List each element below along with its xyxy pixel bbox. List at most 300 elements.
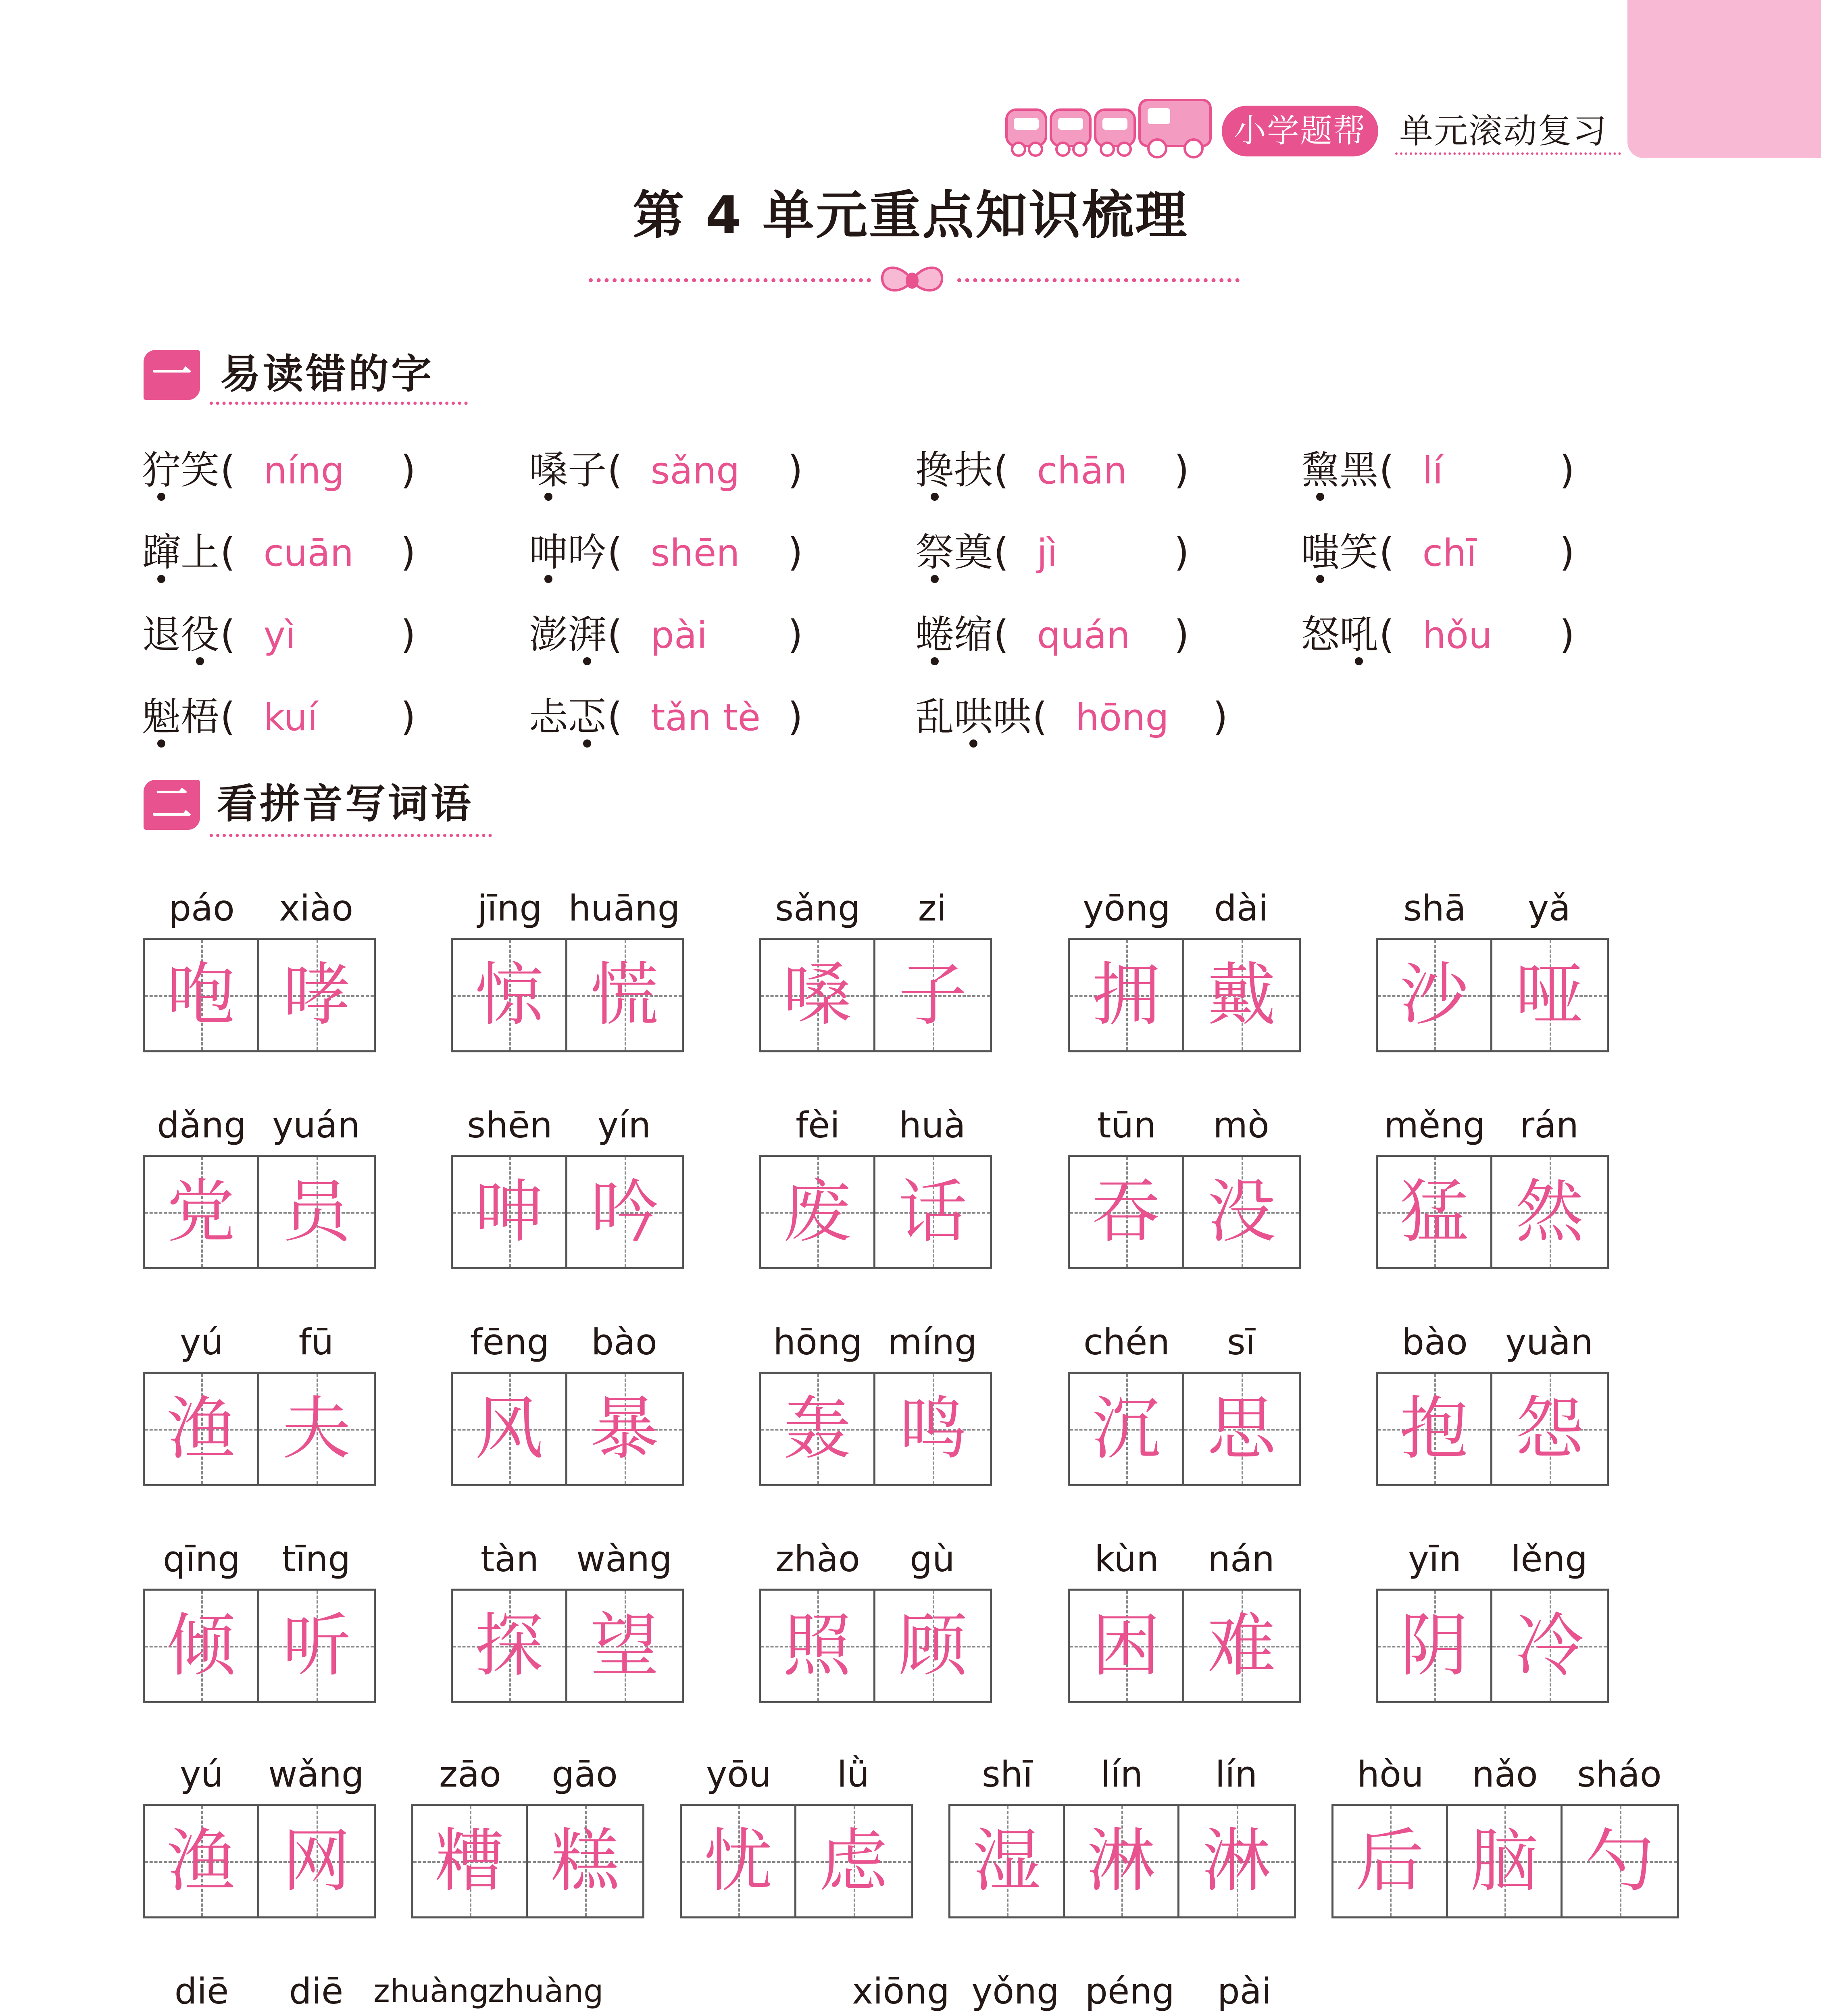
word-item: [143, 1533, 376, 1706]
pinyin-syllable: jīng: [477, 887, 542, 929]
answer-char: 冷: [1515, 1606, 1584, 1686]
tianzige-boxes: [759, 1155, 992, 1269]
pinyin-answer: pài: [650, 614, 707, 657]
char-cell: [950, 1806, 1065, 1916]
emphasis-dot: [583, 657, 591, 665]
answer-char: 哑: [1515, 955, 1584, 1035]
word-item: [451, 1533, 684, 1706]
pinyin-syllable: bào: [591, 1321, 657, 1363]
char-cell: [875, 940, 990, 1050]
item-word: 退役: [142, 606, 219, 663]
char-cell: [1492, 940, 1607, 1050]
pinyin-syllable: nǎo: [1472, 1754, 1538, 1795]
answer-char: 党: [167, 1172, 235, 1252]
answer-char: 呻: [475, 1172, 544, 1252]
char-cell: [1492, 1591, 1607, 1701]
pinyin-row: [1376, 1533, 1605, 1589]
pinyin-syllable: zhào: [775, 1538, 860, 1580]
pinyin-item: [1301, 442, 1575, 499]
close-paren: ): [1174, 612, 1189, 657]
tianzige-boxes: [1331, 1804, 1679, 1918]
answer-char: 糕: [550, 1821, 619, 1901]
answer-char: 脑: [1470, 1821, 1539, 1901]
page-title: 第 4 单元重点知识梳理: [632, 185, 1189, 246]
open-paren: (: [1379, 448, 1394, 493]
answer-char: 抱: [1400, 1389, 1469, 1469]
pinyin-syllable: xiōng: [852, 1970, 950, 2012]
pinyin-syllable: wǎng: [268, 1754, 364, 1795]
char-cell: [1184, 1591, 1299, 1701]
char-cell: [567, 1591, 682, 1701]
char-cell: [1378, 1157, 1492, 1267]
answer-char: 虑: [819, 1821, 888, 1901]
char-cell: [1184, 1374, 1299, 1484]
close-paren: ): [400, 448, 416, 493]
char-cell: [1070, 1374, 1184, 1484]
pinyin-row: [759, 1099, 988, 1156]
pinyin-item: [142, 689, 416, 746]
item-word: 蹿上: [142, 524, 219, 581]
tianzige-boxes: [143, 1589, 376, 1703]
pinyin-syllable: bào: [1402, 1321, 1468, 1363]
tianzige-boxes: [1376, 938, 1609, 1052]
item-word: 搀扶: [915, 442, 993, 498]
open-paren: (: [1379, 612, 1394, 657]
pinyin-syllable: shēn: [467, 1104, 552, 1146]
open-paren: (: [607, 530, 623, 575]
pinyin-item: [529, 606, 803, 664]
tianzige-boxes: [1068, 1372, 1301, 1486]
char-cell: [875, 1157, 990, 1267]
pinyin-syllable: diē: [289, 1970, 344, 2012]
char-cell: [145, 1374, 259, 1484]
answer-char: 吟: [590, 1172, 659, 1252]
pinyin-item: [142, 606, 416, 664]
char-cell: [875, 1374, 990, 1484]
emphasis-dot: [157, 739, 165, 748]
pinyin-row: [1376, 1099, 1605, 1156]
open-paren: (: [220, 612, 235, 657]
char-cell: [145, 1591, 259, 1701]
close-paren: ): [1559, 530, 1575, 575]
item-word: 忐忑: [529, 689, 606, 745]
pinyin-answer: sǎng: [650, 449, 740, 492]
answer-char: 渔: [167, 1389, 235, 1469]
brand-badge: 小学题帮: [1222, 106, 1378, 156]
pinyin-row: [451, 882, 680, 939]
char-cell: [567, 1157, 682, 1267]
answer-char: 勺: [1585, 1821, 1654, 1901]
item-word: 嗤笑: [1301, 524, 1378, 581]
open-paren: (: [607, 694, 623, 739]
corner-tab: [1627, 0, 1821, 158]
word-item: [143, 1099, 376, 1272]
close-paren: ): [1174, 530, 1189, 575]
word-item: [1376, 882, 1609, 1056]
emphasis-dot: [196, 657, 204, 665]
pinyin-syllable: fū: [298, 1321, 334, 1363]
word-item: [759, 1533, 992, 1706]
answer-char: 探: [475, 1606, 544, 1686]
item-word: 魁梧: [142, 689, 219, 745]
pinyin-answer: yì: [263, 614, 296, 657]
answer-char: 咆: [167, 955, 235, 1035]
pinyin-answer: níng: [263, 449, 345, 492]
pinyin-answer: hōng: [1075, 696, 1169, 739]
pinyin-row: [143, 1316, 372, 1372]
answer-char: 惊: [475, 955, 544, 1035]
close-paren: ): [788, 612, 803, 657]
open-paren: (: [1032, 694, 1048, 739]
answer-char: 湿: [972, 1821, 1041, 1901]
section1-badge: 一: [144, 350, 200, 400]
pinyin-syllable: lín: [1100, 1754, 1143, 1795]
item-word: 怒吼: [1301, 606, 1378, 663]
word-item: [1068, 1099, 1301, 1272]
word-item: [1376, 1316, 1609, 1489]
pinyin-syllable: kùn: [1094, 1538, 1159, 1580]
pinyin-syllable: zāo: [439, 1754, 501, 1795]
answer-char: 沙: [1400, 955, 1469, 1035]
pinyin-syllable: mò: [1213, 1104, 1269, 1146]
answer-char: 糟: [435, 1821, 504, 1901]
pinyin-syllable: dǎng: [157, 1104, 246, 1146]
answer-char: 然: [1515, 1172, 1584, 1252]
pinyin-syllable: rán: [1520, 1104, 1579, 1146]
pinyin-row: [759, 1316, 988, 1372]
char-cell: [259, 1374, 374, 1484]
pinyin-row: [1331, 1748, 1675, 1805]
char-cell: [413, 1806, 528, 1916]
tianzige-boxes: [143, 1372, 376, 1486]
open-paren: (: [220, 694, 235, 739]
answer-char: 听: [282, 1606, 351, 1686]
answer-char: 夫: [282, 1389, 351, 1469]
char-cell: [567, 1374, 682, 1484]
char-cell: [259, 1591, 374, 1701]
pinyin-syllable: míng: [888, 1321, 977, 1363]
char-cell: [1492, 1157, 1607, 1267]
bow-icon: [879, 261, 945, 300]
tianzige-boxes: [759, 938, 992, 1052]
pinyin-row: [411, 1748, 640, 1805]
char-cell: [1179, 1806, 1294, 1916]
header-subtitle: 单元滚动复习: [1399, 111, 1608, 151]
pinyin-answer: shēn: [650, 531, 740, 575]
pinyin-syllable: zhuàng: [373, 1973, 489, 2010]
answer-char: 难: [1207, 1606, 1276, 1686]
word-item: [451, 1099, 684, 1272]
answer-char: 拥: [1092, 955, 1161, 1035]
pinyin-syllable: yīn: [1408, 1538, 1462, 1580]
pinyin-syllable: lǜ: [837, 1754, 870, 1795]
answer-char: 后: [1355, 1821, 1424, 1901]
emphasis-dot: [1316, 493, 1324, 501]
pinyin-item: [1301, 606, 1575, 664]
section2-badge: 二: [144, 780, 200, 830]
pinyin-answer: cuān: [263, 531, 354, 575]
word-item: [143, 882, 376, 1056]
pinyin-row: [143, 1533, 372, 1589]
open-paren: (: [220, 448, 235, 493]
tianzige-boxes: [759, 1372, 992, 1486]
open-paren: (: [994, 448, 1009, 493]
word-item: [411, 1748, 644, 1922]
char-cell: [1448, 1806, 1563, 1916]
pinyin-syllable: gù: [910, 1538, 955, 1580]
emphasis-dot: [969, 739, 977, 748]
pinyin-syllable: diē: [174, 1970, 229, 2012]
word-item: [759, 1316, 992, 1489]
pinyin-syllable: hōng: [773, 1321, 863, 1363]
char-cell: [145, 1806, 259, 1916]
tianzige-boxes: [1068, 1589, 1301, 1703]
char-cell: [761, 940, 875, 1050]
answer-char: 慌: [590, 955, 659, 1035]
answer-char: 网: [282, 1821, 351, 1901]
char-cell: [259, 1157, 374, 1267]
answer-char: 淋: [1087, 1821, 1156, 1901]
section2-title: 看拼音写词语: [217, 780, 473, 827]
pinyin-item: [915, 442, 1189, 499]
item-word: 蜷缩: [915, 606, 993, 663]
tianzige-boxes: [1068, 938, 1301, 1052]
close-paren: ): [400, 530, 416, 575]
close-paren: ): [1174, 448, 1189, 493]
char-cell: [1333, 1806, 1448, 1916]
pinyin-syllable: fēng: [470, 1321, 550, 1363]
answer-char: 倾: [167, 1606, 235, 1686]
pinyin-row: [143, 1099, 372, 1156]
pinyin-syllable: chén: [1083, 1321, 1170, 1363]
tianzige-boxes: [143, 938, 376, 1052]
answer-char: 没: [1207, 1172, 1276, 1252]
close-paren: ): [1559, 612, 1575, 657]
pinyin-item: [529, 689, 803, 746]
pinyin-row: [842, 1965, 1300, 2016]
pinyin-syllable: pài: [1217, 1970, 1272, 2012]
emphasis-dot: [931, 493, 939, 501]
answer-char: 望: [590, 1606, 659, 1686]
char-cell: [259, 940, 374, 1050]
pinyin-item: [1301, 524, 1575, 581]
char-cell: [1184, 940, 1299, 1050]
pinyin-row: [759, 882, 988, 939]
pinyin-row: [451, 1099, 680, 1156]
pinyin-answer: quán: [1037, 614, 1130, 657]
char-cell: [761, 1157, 875, 1267]
char-cell: [1563, 1806, 1677, 1916]
pinyin-item: [529, 524, 803, 581]
item-word: 狞笑: [142, 442, 219, 498]
char-cell: [453, 1374, 567, 1484]
tianzige-boxes: [451, 1372, 684, 1486]
char-cell: [145, 1157, 259, 1267]
pinyin-syllable: tūn: [1097, 1104, 1156, 1146]
answer-char: 困: [1092, 1606, 1161, 1686]
pinyin-syllable: shī: [981, 1754, 1033, 1795]
open-paren: (: [220, 530, 235, 575]
pinyin-item: [915, 524, 1189, 581]
pinyin-item: [142, 442, 416, 499]
char-cell: [453, 1591, 567, 1701]
open-paren: (: [607, 448, 623, 493]
pinyin-syllable: wàng: [576, 1538, 672, 1580]
pinyin-row: [1068, 1533, 1297, 1589]
pinyin-syllable: yú: [180, 1754, 223, 1795]
item-word: 祭奠: [915, 524, 993, 581]
pinyin-syllable: fèi: [796, 1104, 840, 1146]
pinyin-row: [1376, 1316, 1605, 1372]
pinyin-syllable: páo: [169, 887, 235, 929]
tianzige-boxes: [451, 1155, 684, 1269]
char-cell: [145, 940, 259, 1050]
pinyin-item: [915, 689, 1228, 746]
answer-char: 猛: [1400, 1172, 1469, 1252]
emphasis-dot: [544, 493, 552, 501]
word-item: [759, 1099, 992, 1272]
char-cell: [875, 1591, 990, 1701]
answer-char: 怨: [1515, 1389, 1584, 1469]
close-paren: ): [1559, 448, 1575, 493]
emphasis-dot: [583, 739, 591, 748]
open-paren: (: [994, 530, 1009, 575]
pinyin-syllable: yuàn: [1505, 1321, 1593, 1363]
word-item: [451, 1316, 684, 1489]
pinyin-syllable: yǒng: [971, 1970, 1059, 2012]
close-paren: ): [788, 448, 803, 493]
pinyin-syllable: shā: [1403, 887, 1466, 929]
emphasis-dot: [157, 575, 165, 583]
pinyin-syllable: tàn: [480, 1538, 539, 1580]
tianzige-boxes: [451, 1589, 684, 1703]
tianzige-boxes: [1376, 1372, 1609, 1486]
pinyin-row: [143, 882, 372, 939]
char-cell: [567, 940, 682, 1050]
pinyin-row: [1068, 1316, 1297, 1372]
char-cell: [453, 940, 567, 1050]
open-paren: (: [1379, 530, 1394, 575]
answer-char: 阴: [1400, 1606, 1469, 1686]
pinyin-syllable: sǎng: [775, 887, 860, 929]
item-word: 澎湃: [529, 606, 606, 663]
char-cell: [1065, 1806, 1179, 1916]
pinyin-answer: chī: [1422, 531, 1477, 575]
char-cell: [528, 1806, 642, 1916]
pinyin-item: [915, 606, 1189, 664]
emphasis-dot: [931, 575, 939, 583]
title-dots-right: [957, 278, 1240, 282]
pinyin-syllable: měng: [1384, 1104, 1486, 1146]
pinyin-syllable: dài: [1214, 887, 1269, 929]
char-cell: [682, 1806, 796, 1916]
emphasis-dot: [1316, 575, 1324, 583]
pinyin-syllable: sháo: [1577, 1754, 1662, 1795]
pinyin-syllable: qīng: [163, 1538, 240, 1580]
tianzige-boxes: [759, 1589, 992, 1703]
section1-title: 易读错的字: [220, 350, 434, 398]
emphasis-dot: [544, 575, 552, 583]
answer-char: 忧: [704, 1821, 773, 1901]
answer-char: 鸣: [898, 1389, 967, 1469]
open-paren: (: [607, 612, 623, 657]
pinyin-syllable: yǎ: [1527, 887, 1571, 929]
pinyin-answer: tǎn tè: [650, 696, 761, 739]
char-cell: [1378, 1591, 1492, 1701]
pinyin-row: [143, 1748, 372, 1805]
pinyin-item: [142, 524, 416, 581]
word-item: [948, 1748, 1296, 1922]
pinyin-syllable: yín: [597, 1104, 651, 1146]
close-paren: ): [788, 694, 803, 739]
item-word: 嗓子: [529, 442, 606, 498]
char-cell: [1070, 1591, 1184, 1701]
pinyin-syllable: yōu: [706, 1754, 771, 1795]
pinyin-row: [759, 1533, 988, 1589]
word-item: [759, 882, 992, 1056]
char-cell: [761, 1374, 875, 1484]
char-cell: [453, 1157, 567, 1267]
pinyin-syllable: nán: [1208, 1538, 1275, 1580]
pinyin-answer: lí: [1422, 449, 1443, 492]
answer-char: 渔: [167, 1821, 235, 1901]
pinyin-syllable: huāng: [568, 887, 680, 929]
close-paren: ): [400, 694, 416, 739]
word-item: [1376, 1099, 1609, 1272]
pinyin-row: [143, 1965, 604, 2016]
word-item: [143, 1316, 376, 1489]
pinyin-syllable: yú: [180, 1321, 223, 1363]
answer-char: 嗓: [783, 955, 852, 1035]
word-item: [1331, 1748, 1679, 1922]
pinyin-row: [451, 1316, 680, 1372]
pinyin-syllable: zhuàng: [488, 1973, 604, 2010]
answer-char: 思: [1207, 1389, 1276, 1469]
pinyin-row: [1068, 1099, 1297, 1156]
pinyin-row: [1068, 882, 1297, 939]
pinyin-row: [1376, 882, 1605, 939]
pinyin-answer: kuí: [263, 696, 318, 739]
char-cell: [1378, 940, 1492, 1050]
pinyin-syllable: lěng: [1511, 1538, 1588, 1580]
header-underline: [1395, 152, 1621, 155]
item-word: 呻吟: [529, 524, 606, 581]
pinyin-row: [948, 1748, 1292, 1805]
answer-char: 员: [282, 1172, 351, 1252]
char-cell: [796, 1806, 911, 1916]
pinyin-syllable: xiào: [279, 887, 354, 929]
tianzige-boxes: [451, 938, 684, 1052]
close-paren: ): [400, 612, 416, 657]
answer-char: 淋: [1202, 1821, 1271, 1901]
tianzige-boxes: [411, 1804, 644, 1918]
answer-char: 顾: [898, 1606, 967, 1686]
answer-char: 轰: [783, 1389, 852, 1469]
word-item: [1068, 1533, 1301, 1706]
word-item: [451, 882, 684, 1056]
tianzige-boxes: [1068, 1155, 1301, 1269]
pinyin-row: [680, 1748, 909, 1805]
answer-char: 暴: [590, 1389, 659, 1469]
section2-underline: [210, 834, 492, 837]
pinyin-syllable: lín: [1215, 1754, 1258, 1795]
word-item: [143, 1748, 376, 1922]
word-item: [1376, 1533, 1609, 1706]
word-item: [1068, 1316, 1301, 1489]
pinyin-answer: hǒu: [1422, 614, 1492, 657]
answer-char: 沉: [1092, 1389, 1161, 1469]
pinyin-item: [529, 442, 803, 499]
